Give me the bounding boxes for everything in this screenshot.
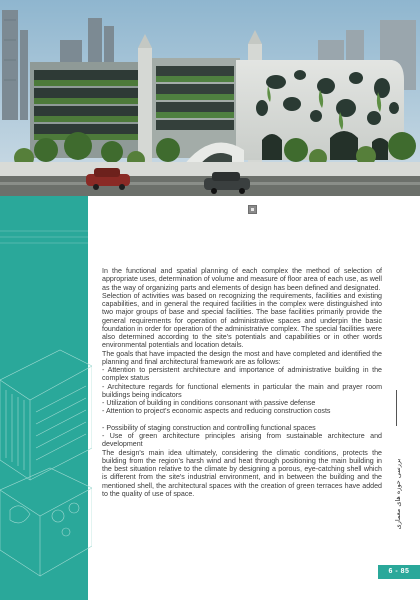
list-item: - Attention to persistent architecture and importance of administrative building in the complex status	[102, 366, 382, 383]
list-item: - Architecture regards for functional elements in particular the main and prayer room buildings being indicators	[102, 382, 382, 399]
page-number: 6 - 85	[378, 565, 420, 579]
list-item: - Possibility of staging construction and controlling functional spaces	[102, 423, 316, 432]
paragraph: In the functional and spatial planning of each complex the method of selection of appropriate uses, determination of volume and measure of floor area of each use, as well as the way of organizing parts and elements of design has been defined and designated.	[102, 267, 382, 292]
building-rendering-image	[0, 0, 420, 196]
side-title-rule	[396, 390, 397, 426]
small-page-icon	[248, 205, 257, 214]
architectural-sketch-illustration	[0, 340, 92, 590]
body-text	[102, 267, 382, 498]
vertical-side-title	[392, 390, 402, 540]
paragraph: The design's main idea ultimately, considering the climatic conditions, protects the building from the region's harsh wind and heat through positioning the main building in the best situation relative to the climate by designing a porous, eye-catching shell which is different from the site's industrial environment, and in between the building and the mentioned shell, the architectural spaces with the creation of green terraces have added to the quality of use of space.	[102, 448, 382, 498]
list-item: - Use of green architecture principles arising from sustainable architecture and development	[102, 432, 382, 449]
list-item: - Utilization of building in conditions consonant with passive defense	[102, 399, 316, 407]
side-title-label: بررسی حوزه های معماری	[394, 458, 402, 530]
paragraph-gap	[102, 416, 382, 424]
paragraph: The goals that have impacted the design the most and have completed and identified the planning and final architectural framework are as follows:	[102, 349, 382, 366]
list-item: - Attention to project's economic aspects and reducing construction costs	[102, 407, 331, 416]
paragraph: Selection of activities was based on recognizing the requirements, facilities and existing capabilities, and in general the required facilities in the complex were distinguished into two major groups of base and special facilities. The base facilities primarily provide the general requirements for operation of administrative spaces and underpin the basic foundation in order for operation of the administrative complex. The special facilities were also determined according to the site's potentials and capabilities or in other words environmental potentials and location details.	[102, 291, 382, 350]
